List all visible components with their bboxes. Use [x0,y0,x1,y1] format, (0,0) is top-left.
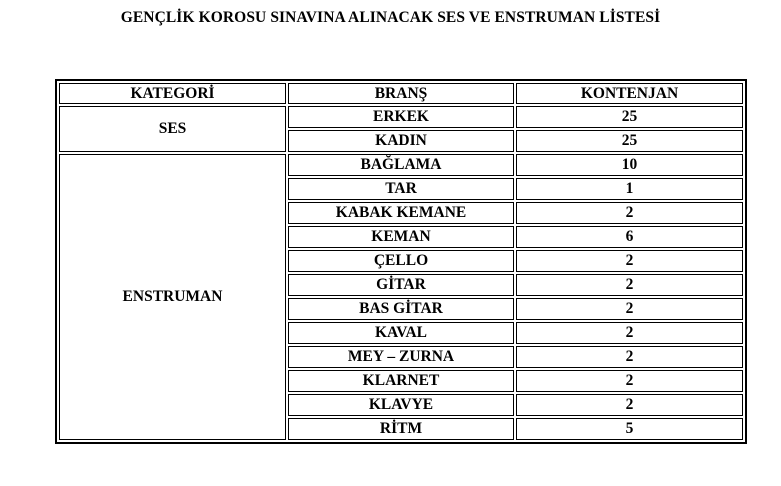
branch-cell: BAS GİTAR [288,298,514,320]
quota-table-container [55,79,747,444]
branch-cell: KAVAL [288,322,514,344]
quota-cell: 2 [516,250,743,272]
branch-cell: KLAVYE [288,394,514,416]
quota-cell: 2 [516,274,743,296]
category-cell-enstruman: ENSTRUMAN [59,154,286,440]
quota-cell: 2 [516,394,743,416]
branch-cell: RİTM [288,418,514,440]
header-branch: BRANŞ [288,83,514,104]
table-row [59,106,743,128]
branch-cell: KEMAN [288,226,514,248]
header-category: KATEGORİ [59,83,286,104]
quota-table [55,79,747,444]
quota-cell: 2 [516,202,743,224]
quota-cell: 25 [516,130,743,152]
branch-cell: KABAK KEMANE [288,202,514,224]
branch-cell: ERKEK [288,106,514,128]
quota-cell: 25 [516,106,743,128]
branch-cell: KADIN [288,130,514,152]
category-cell-ses: SES [59,106,286,152]
branch-cell: TAR [288,178,514,200]
branch-cell: MEY – ZURNA [288,346,514,368]
branch-cell: KLARNET [288,370,514,392]
header-row [59,83,743,104]
header-quota: KONTENJAN [516,83,743,104]
table-row [59,154,743,176]
quota-cell: 5 [516,418,743,440]
branch-cell: BAĞLAMA [288,154,514,176]
branch-cell: ÇELLO [288,250,514,272]
quota-cell: 2 [516,370,743,392]
quota-cell: 1 [516,178,743,200]
quota-cell: 6 [516,226,743,248]
branch-cell: GİTAR [288,274,514,296]
quota-cell: 2 [516,346,743,368]
quota-cell: 2 [516,298,743,320]
document-title: GENÇLİK KOROSU SINAVINA ALINACAK SES VE ENSTRUMAN LİSTESİ [120,9,661,26]
quota-cell: 2 [516,322,743,344]
quota-cell: 10 [516,154,743,176]
